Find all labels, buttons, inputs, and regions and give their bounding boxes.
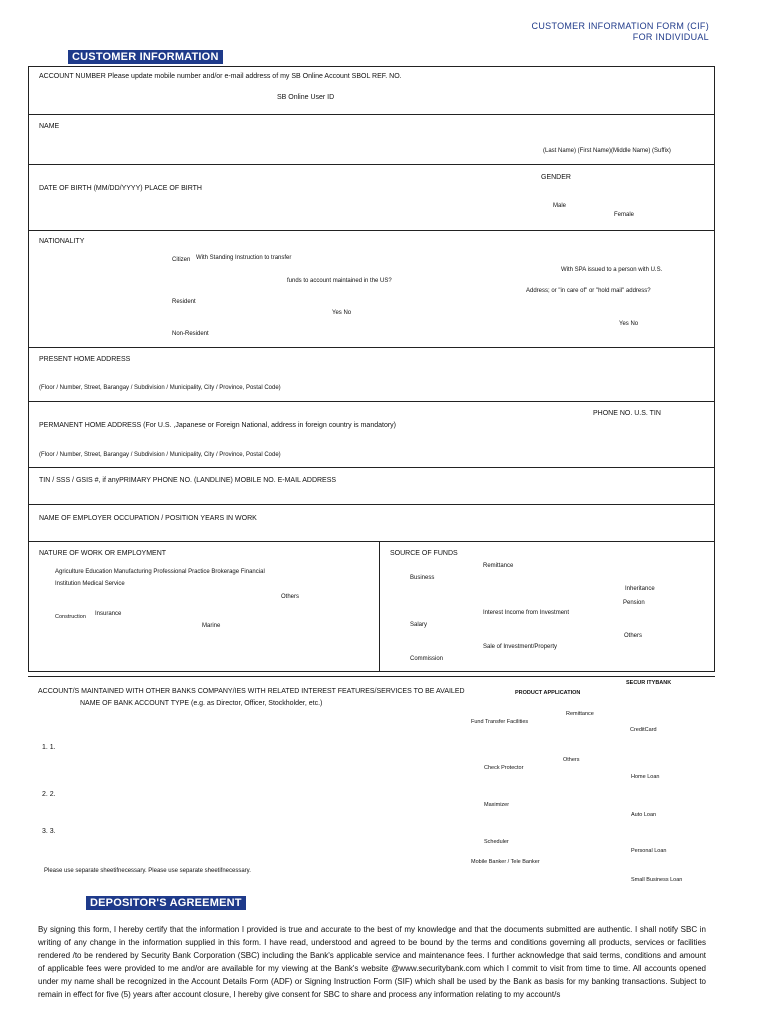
- customer-information-title: CUSTOMER INFORMATION: [68, 50, 223, 64]
- construction-option: Construction: [55, 614, 86, 620]
- interest-income-option: Interest Income from Investment: [483, 610, 570, 616]
- bank-account-type-header: NAME OF BANK ACCOUNT TYPE (e.g. as Director, Officer, Stockholder, etc.): [80, 700, 323, 707]
- accounts-box: [28, 676, 715, 890]
- spa-question-line1: With SPA issued to a person with U.S.: [561, 267, 663, 273]
- non-resident-option: Non-Resident: [172, 331, 209, 337]
- work-others-option: Others: [281, 594, 300, 600]
- source-of-funds-label: SOURCE OF FUNDS: [390, 550, 458, 557]
- remittance-product: Remittance: [566, 711, 594, 717]
- home-loan-product: Home Loan: [631, 774, 660, 780]
- employer-label: NAME OF EMPLOYER OCCUPATION / POSITION YEARS IN WORK: [39, 515, 257, 522]
- check-protector-product: Check Protector: [484, 765, 524, 771]
- form-subtitle: FOR INDIVIDUAL: [632, 32, 709, 42]
- name-box: [28, 114, 715, 165]
- funds-box: [379, 541, 715, 672]
- salary-option: Salary: [410, 622, 428, 628]
- inheritance-option: Inheritance: [625, 586, 655, 592]
- account-row-3: 3. 3.: [42, 828, 56, 835]
- auto-loan-product: Auto Loan: [631, 812, 657, 818]
- commission-option: Commission: [410, 656, 444, 662]
- account-number-label: ACCOUNT NUMBER Please update mobile number and/or e-mail address of my SB Online Account SBOL REF. NO.: [39, 73, 402, 80]
- maximizer-product: Maximizer: [484, 802, 510, 808]
- product-application-label: PRODUCT APPLICATION: [515, 690, 581, 696]
- work-list-line2: Institution Medical Service: [55, 581, 125, 587]
- fund-transfer-product: Fund Transfer Facilities: [471, 719, 529, 725]
- spa-question-line2: Address; or "in care of" or "hold mail" address?: [526, 288, 651, 294]
- pension-option: Pension: [623, 600, 645, 606]
- permanent-address-hint: (Floor / Number, Street, Barangay / Subdivision / Municipality, City / Province, Postal Code): [39, 452, 281, 458]
- phone-us-tin-label: PHONE NO. U.S. TIN: [593, 410, 661, 417]
- business-option: Business: [410, 575, 435, 581]
- work-box: [28, 541, 380, 672]
- birth-label: DATE OF BIRTH (MM/DD/YYYY) PLACE OF BIRTH: [39, 185, 202, 192]
- funds-others-option: Others: [624, 633, 643, 639]
- nature-of-work-label: NATURE OF WORK OR EMPLOYMENT: [39, 550, 167, 557]
- permanent-address-label: PERMANENT HOME ADDRESS (For U.S. ,Japanese or Foreign National, address in foreign country is mandatory): [39, 422, 397, 429]
- account-row-2: 2. 2.: [42, 791, 56, 798]
- marine-option: Marine: [202, 623, 221, 629]
- citizen-option: Citizen: [172, 257, 191, 263]
- funds-us-question: funds to account maintained in the US?: [287, 278, 392, 284]
- mobile-banker-product: Mobile Banker / Tele Banker: [471, 859, 540, 865]
- sb-online-user-id-label: SB Online User ID: [277, 94, 335, 101]
- present-address-hint: (Floor / Number, Street, Barangay / Subdivision / Municipality, City / Province, Postal Code): [39, 385, 281, 391]
- credit-card-product: CreditCard: [630, 727, 657, 733]
- separate-sheet-note: Please use separate sheetifnecessary. Please use separate sheetifnecessary.: [44, 868, 251, 874]
- nationality-label: NATIONALITY: [39, 238, 85, 245]
- scheduler-product: Scheduler: [484, 839, 509, 845]
- others-product: Others: [563, 757, 580, 763]
- yes-no-options-us-funds: Yes No: [332, 310, 352, 316]
- present-address-label: PRESENT HOME ADDRESS: [39, 356, 131, 363]
- birth-box: [28, 164, 715, 231]
- security-bank-label: SECUR ITYBANK: [626, 680, 672, 686]
- name-label: NAME: [39, 123, 60, 130]
- accounts-maintained-label: ACCOUNT/S MAINTAINED WITH OTHER BANKS COMPANY/IES WITH RELATED INTEREST FEATURES/SERVICES TO BE AVAILED: [38, 688, 465, 695]
- depositors-agreement-title: DEPOSITOR'S AGREEMENT: [86, 896, 246, 910]
- name-hint: (Last Name) (First Name)(Middle Name) (Suffix): [543, 148, 671, 154]
- contact-label: TIN / SSS / GSIS #, if anyPRIMARY PHONE NO. (LANDLINE) MOBILE NO. E-MAIL ADDRESS: [39, 477, 337, 484]
- form-title: CUSTOMER INFORMATION FORM (CIF): [531, 21, 709, 31]
- present-address-box: [28, 347, 715, 402]
- sale-of-investment-option: Sale of Investment/Property: [483, 644, 558, 650]
- female-option: Female: [614, 212, 635, 218]
- small-business-loan-product: Small Business Loan: [631, 877, 683, 883]
- personal-loan-product: Personal Loan: [631, 848, 667, 854]
- male-option: Male: [553, 203, 567, 209]
- standing-instruction-label: With Standing Instruction to transfer: [196, 255, 292, 261]
- nationality-box: [28, 230, 715, 348]
- resident-option: Resident: [172, 299, 196, 305]
- remittance-option: Remittance: [483, 563, 514, 569]
- account-row-1: 1. 1.: [42, 744, 56, 751]
- work-list-line1: Agriculture Education Manufacturing Professional Practice Brokerage Financial: [55, 569, 265, 575]
- account-box: [28, 66, 715, 115]
- employer-box: [28, 504, 715, 542]
- yes-no-options-spa: Yes No: [619, 321, 639, 327]
- insurance-option: Insurance: [95, 611, 122, 617]
- contact-box: [28, 467, 715, 505]
- permanent-address-box: [28, 401, 715, 468]
- gender-label: GENDER: [541, 174, 571, 181]
- depositors-agreement-text: By signing this form, I hereby certify that the information I provided is true and accurate to the best of my knowledge and that the documents submitted are authentic. I shall notify SBC in writing of any change in the information supplied in this form. I have read, understood and agreed to be bound by the terms and conditions governing all products, services or facilities rendered /to be rendered by Security Bank Corporation (SBC) including the Bank's applicable service and maintenance fees. I further acknowledge that said terms, conditions and amount of applicable fees were provided to me and/or are available for my viewing at the Bank's website @www.securitybank.com which I commit to visit from time to time. All accounts opened under my name shall be recognized in the Account Details Form (ADF) or Signing Instruction Form (SIF) which shall be used by the Bank as basis for my banking transactions. Subject to remain in effect for five (5) years after account closure, I hereby give consent for SBC to share and process any information relating to my account/s: [38, 925, 706, 999]
